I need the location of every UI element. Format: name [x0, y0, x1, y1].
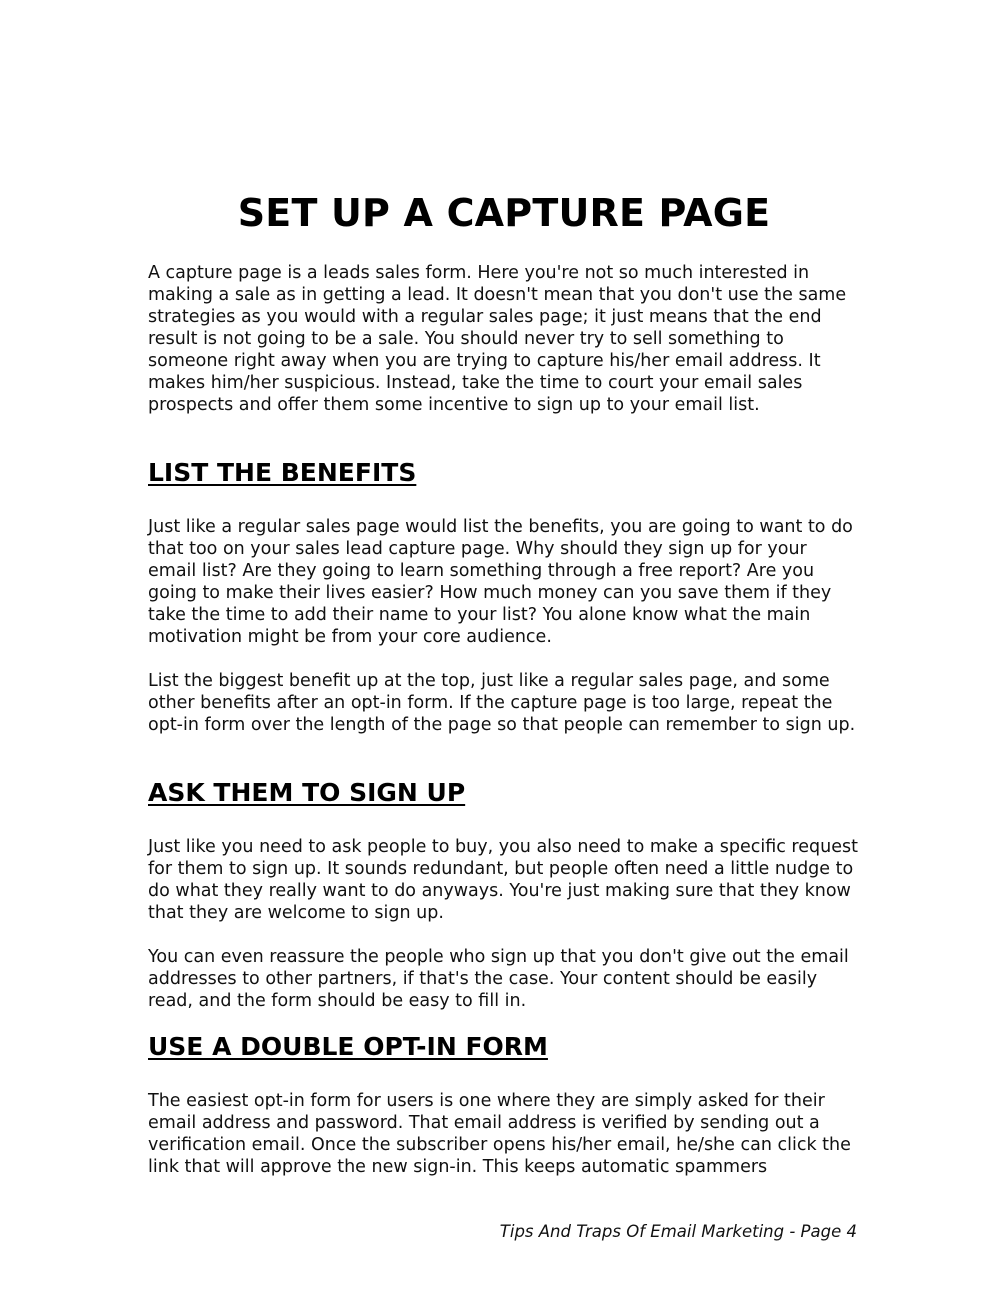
intro-paragraph: A capture page is a leads sales form. Here you're not so much interested in making a sale as in getting a lead. It doesn't mean that you don't use the same strategies as you would with a regular sales page; it just means that the end result is not going to be a sale. You should never try to sell something to someone right away when you are trying to capture his/her email address. It makes him/her suspicious. Instead, take the time to court your email sales prospects and offer them some incentive to sign up to your email list. [148, 263, 847, 415]
sign-up-paragraph-1: Just like you need to ask people to buy, you also need to make a specific request for them to sign up. It sounds redundant, but people often need a little nudge to do what they really want to do anyways. You're just making sure that they know that they are welcome to sign up. [148, 837, 858, 923]
section-heading-double-opt-in: USE A DOUBLE OPT-IN FORM [148, 1032, 548, 1061]
page-footer: Tips And Traps Of Email Marketing - Page 4 [499, 1222, 857, 1241]
double-opt-in-paragraph: The easiest opt-in form for users is one where they are simply asked for their email address and password. That email address is verified by sending out a verification email. Once the subscriber opens his/her email, he/she can click the link that will approve the new sign-in. This keeps automatic spammers [148, 1091, 851, 1177]
benefits-paragraph-1: Just like a regular sales page would list the benefits, you are going to want to do that too on your sales lead capture page. Why should they sign up for your email list? Are they going to learn something through a free report? Are you going to make their lives easier? How much money can you save them if they take the time to add their name to your list? You alone know what the main motivation might be from your core audience. [148, 517, 853, 647]
sign-up-paragraph-2: You can even reassure the people who sign up that you don't give out the email addresses to other partners, if that's the case. Your content should be easily read, and the form should be easy to fill in. [148, 947, 849, 1011]
section-heading-list-benefits: LIST THE BENEFITS [148, 458, 417, 487]
section-heading-ask-sign-up: ASK THEM TO SIGN UP [148, 778, 466, 807]
benefits-paragraph-2: List the biggest benefit up at the top, just like a regular sales page, and some other benefits after an opt-in form. If the capture page is too large, repeat the opt-in form over the length of the page so that people can remember to sign up. [148, 671, 856, 735]
page-title: SET UP A CAPTURE PAGE [237, 191, 771, 235]
